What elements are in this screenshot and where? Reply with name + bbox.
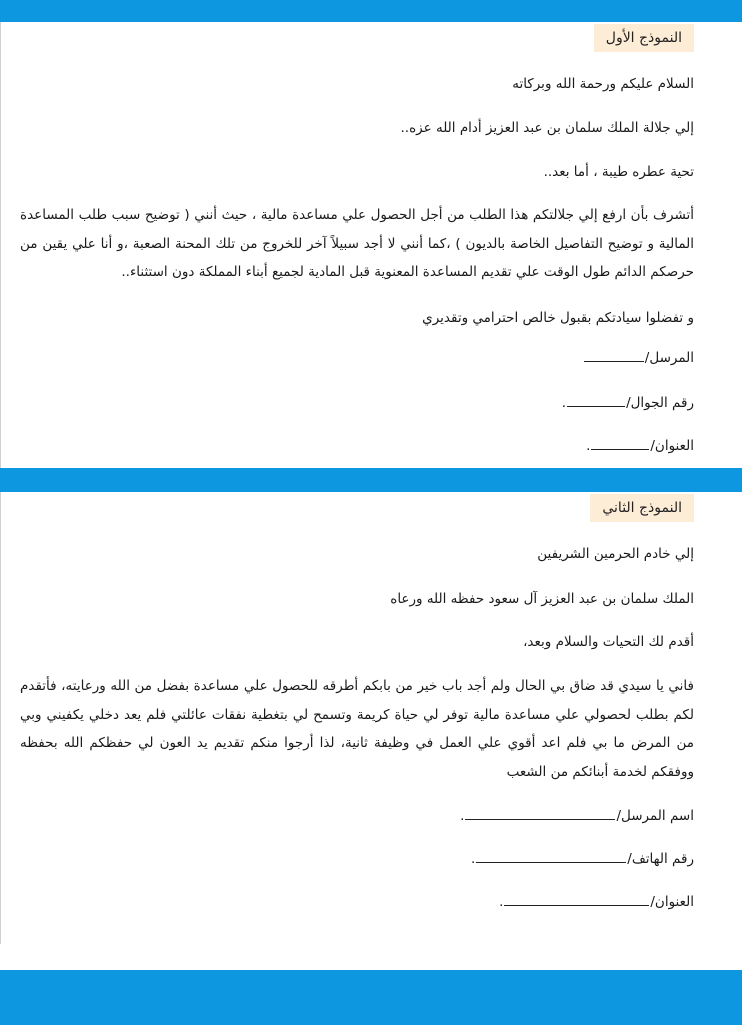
phone-blank <box>476 850 626 863</box>
phone-label: رقم الهاتف/ <box>627 851 694 867</box>
address-end: . <box>499 894 504 910</box>
closing: و تفضلوا سيادتكم بقبول خالص احترامي وتقديري <box>422 310 694 326</box>
salutation: تحية عطره طيبة ، أما بعد.. <box>543 164 694 180</box>
bottom-blue-band <box>0 970 742 1025</box>
addressee: إلي خادم الحرمين الشريفين <box>537 546 694 562</box>
king-line: الملك سلمان بن عبد العزيز آل سعود حفظه الله ورعاه <box>390 591 694 607</box>
mobile-field <box>562 393 694 413</box>
letter-body: أتشرف بأن ارفع إلي جلالتكم هذا الطلب من أجل الحصول علي مساعدة مالية ، حيث أنني ( توضيح سبب طلب المساعدة المالية و توضيح التفاصيل الخاصة بالديون ) ،كما أنني لا أجد سبيلاً آخر للخروج من تلك المحنة الصعبة ،و أنا علي يقين من حرصكم الدائم طول الوقت علي تقديم المساعدة المعنوية قبل المادية لجميع أبناء المملكة دون استثناء.. <box>20 207 694 280</box>
address-label: العنوان/ <box>650 438 694 454</box>
address-label: العنوان/ <box>650 894 694 910</box>
address-blank <box>504 893 649 906</box>
salutation: أقدم لك التحيات والسلام وبعد، <box>523 634 694 650</box>
sender-blank <box>584 349 644 362</box>
sender-label: المرسل/ <box>644 350 694 366</box>
address-blank <box>591 437 649 450</box>
sender-name-blank <box>465 807 615 820</box>
mobile-blank <box>567 394 625 407</box>
model-one-section <box>0 22 742 468</box>
letter-body: فاني يا سيدي قد ضاق بي الحال ولم أجد باب خير من بابكم أطرقه للحصول علي مساعدة بفضل من الله ورعايته، فأتقدم لكم بطلب لحصولي علي مساعدة مالية توفر لي حياة كريمة وتسمح لي بتغطية نفقات عائلتي فلم يعد دخلي يكفيني وبي من المرض ما بي فلم اعد أقوي علي العمل في وظيفة ثانية، لذا أرجوا منكم تقديم يد العون لي حفظكم الله بحفظه ووفقكم لخدمة أبنائكم من الشعب <box>20 678 694 780</box>
sender-name-end: . <box>460 808 465 824</box>
sender-name-label: اسم المرسل/ <box>616 808 694 824</box>
sender-name-field <box>460 806 694 826</box>
middle-blue-band <box>0 468 742 492</box>
phone-field <box>471 849 694 869</box>
phone-end: . <box>470 851 476 867</box>
model-two-section <box>0 492 742 970</box>
greeting: السلام عليكم ورحمة الله وبركاته <box>512 76 694 92</box>
mobile-label: رقم الجوال/ <box>626 395 694 411</box>
address-field <box>586 436 694 456</box>
addressee: إلي جلالة الملك سلمان بن عبد العزيز أدام الله عزه.. <box>400 120 694 136</box>
mobile-end: . <box>561 395 567 411</box>
sender-field <box>583 348 694 368</box>
top-blue-band <box>0 0 742 22</box>
address-field <box>499 892 694 912</box>
model-two-badge: النموذج الثاني <box>590 494 694 522</box>
address-end: . <box>586 438 591 454</box>
model-one-badge: النموذج الأول <box>594 24 694 52</box>
